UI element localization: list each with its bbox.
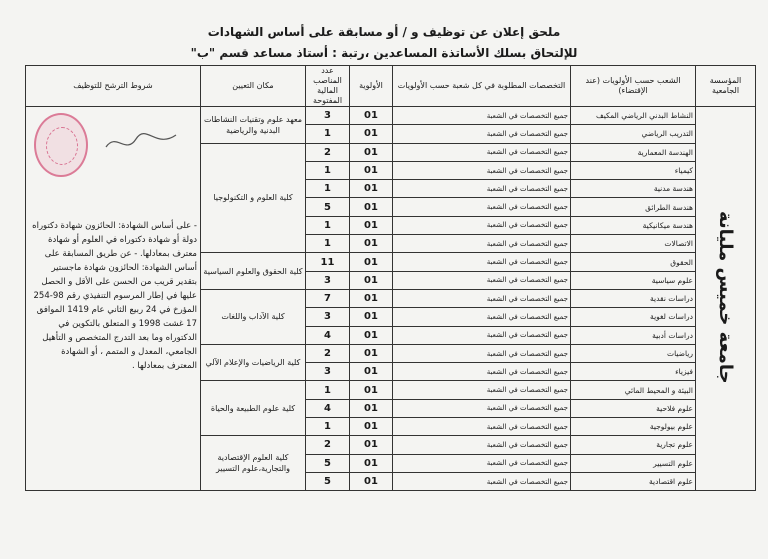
institution-name: جامعة خميس مليانة bbox=[715, 211, 736, 384]
place-cell: معهد علوم وتقنيات النشاطات البدنية والرياضية bbox=[201, 107, 306, 144]
header-specialty: التخصصات المطلوبة في كل شعبة حسب الأولويات bbox=[393, 66, 571, 107]
priority-cell: 01 bbox=[350, 436, 393, 454]
specialty-cell: جميع التخصصات في الشعبة bbox=[393, 125, 571, 143]
header-positions: عدد المناصب المالية المفتوحة bbox=[306, 66, 350, 107]
priority-cell: 01 bbox=[350, 235, 393, 253]
priority-cell: 01 bbox=[350, 216, 393, 234]
stamp-inner-ring bbox=[46, 127, 78, 165]
specialty-cell: جميع التخصصات في الشعبة bbox=[393, 363, 571, 381]
title-line-2: للإلتحاق بسلك الأساتذة المساعدين ،رتبة : أستاذ مساعد قسم "ب" bbox=[190, 46, 578, 60]
specialty-cell: جميع التخصصات في الشعبة bbox=[393, 454, 571, 472]
priority-cell: 01 bbox=[350, 381, 393, 399]
priority-cell: 01 bbox=[350, 143, 393, 161]
place-cell: كلية الآداب واللغات bbox=[201, 289, 306, 344]
positions-cell: 1 bbox=[306, 381, 350, 399]
branch-cell: الحقوق bbox=[571, 253, 696, 271]
positions-cell: 1 bbox=[306, 125, 350, 143]
branch-cell: علوم اقتصادية bbox=[571, 472, 696, 490]
positions-cell: 1 bbox=[306, 180, 350, 198]
positions-cell: 11 bbox=[306, 253, 350, 271]
conditions-cell bbox=[26, 107, 201, 491]
title-line-1: ملحق إعلان عن توظيف و / أو مسابقة على أساس الشهادات bbox=[207, 25, 561, 39]
positions-cell: 2 bbox=[306, 344, 350, 362]
priority-cell: 01 bbox=[350, 363, 393, 381]
priority-cell: 01 bbox=[350, 326, 393, 344]
specialty-cell: جميع التخصصات في الشعبة bbox=[393, 253, 571, 271]
positions-table bbox=[25, 65, 756, 491]
priority-cell: 01 bbox=[350, 344, 393, 362]
branch-cell: فيزياء bbox=[571, 363, 696, 381]
priority-cell: 01 bbox=[350, 399, 393, 417]
priority-cell: 01 bbox=[350, 271, 393, 289]
priority-cell: 01 bbox=[350, 454, 393, 472]
branch-cell: هندسة مدنية bbox=[571, 180, 696, 198]
priority-cell: 01 bbox=[350, 180, 393, 198]
header-branch: الشعب حسب الأولويات (عند الإقتضاء) bbox=[571, 66, 696, 107]
branch-cell: علوم بيولوجية bbox=[571, 418, 696, 436]
priority-cell: 01 bbox=[350, 472, 393, 490]
positions-cell: 3 bbox=[306, 308, 350, 326]
specialty-cell: جميع التخصصات في الشعبة bbox=[393, 289, 571, 307]
priority-cell: 01 bbox=[350, 253, 393, 271]
positions-cell: 5 bbox=[306, 472, 350, 490]
positions-cell: 3 bbox=[306, 363, 350, 381]
specialty-cell: جميع التخصصات في الشعبة bbox=[393, 216, 571, 234]
priority-cell: 01 bbox=[350, 308, 393, 326]
specialty-cell: جميع التخصصات في الشعبة bbox=[393, 326, 571, 344]
place-cell: كلية الحقوق والعلوم السياسية bbox=[201, 253, 306, 290]
branch-cell: التدريب الرياضي bbox=[571, 125, 696, 143]
positions-cell: 7 bbox=[306, 289, 350, 307]
specialty-cell: جميع التخصصات في الشعبة bbox=[393, 180, 571, 198]
specialty-cell: جميع التخصصات في الشعبة bbox=[393, 381, 571, 399]
place-cell: كلية العلوم و التكنولوجيا bbox=[201, 143, 306, 253]
branch-cell: علوم فلاحية bbox=[571, 399, 696, 417]
branch-cell: النشاط البدني الرياضي المكيف bbox=[571, 107, 696, 125]
positions-cell: 1 bbox=[306, 418, 350, 436]
branch-cell: علوم تجارية bbox=[571, 436, 696, 454]
positions-cell: 3 bbox=[306, 271, 350, 289]
specialty-cell: جميع التخصصات في الشعبة bbox=[393, 418, 571, 436]
conditions-text: - على أساس الشهادة: الحائزون شهادة دكتوراه دولة أو شهادة دكتوراه في العلوم أو شهادة معترف بمعادلها. - عن طريق المسابقة على أساس الشهادة: الحائزون شهادة ماجستير بتقدير قريب من الحسن على الأقل و الحصل عليها في إطار المرسوم التنفيذي رقم 98-254 المؤرخ في 24 ربيع الثاني عام 1419 الموافق 17 غشت 1998 و المتعلق بالتكوين في الدكتوراه وما بعد التدرج المتخصص و التأهيل الجامعي، المعدل و المتمم ، أو الشهادة المعترف بمعادلها . bbox=[32, 221, 197, 371]
branch-cell: هندسة الطرائق bbox=[571, 198, 696, 216]
specialty-cell: جميع التخصصات في الشعبة bbox=[393, 198, 571, 216]
priority-cell: 01 bbox=[350, 418, 393, 436]
positions-cell: 5 bbox=[306, 198, 350, 216]
table-row bbox=[26, 107, 756, 125]
header-priority: الأولوية bbox=[350, 66, 393, 107]
branch-cell: رياضيات bbox=[571, 344, 696, 362]
positions-cell: 2 bbox=[306, 143, 350, 161]
official-stamp bbox=[34, 113, 88, 177]
specialty-cell: جميع التخصصات في الشعبة bbox=[393, 143, 571, 161]
header-place: مكان التعيين bbox=[201, 66, 306, 107]
specialty-cell: جميع التخصصات في الشعبة bbox=[393, 161, 571, 179]
branch-cell: دراسات لغوية bbox=[571, 308, 696, 326]
signature-mark bbox=[101, 127, 181, 157]
specialty-cell: جميع التخصصات في الشعبة bbox=[393, 235, 571, 253]
positions-cell: 2 bbox=[306, 436, 350, 454]
priority-cell: 01 bbox=[350, 107, 393, 125]
priority-cell: 01 bbox=[350, 289, 393, 307]
place-cell: كلية الرياضيات والإعلام الآلي bbox=[201, 344, 306, 381]
specialty-cell: جميع التخصصات في الشعبة bbox=[393, 107, 571, 125]
header-conditions: شروط الترشح للتوظيف bbox=[26, 66, 201, 107]
place-cell: كلية علوم الطبيعة والحياة bbox=[201, 381, 306, 436]
branch-cell: الهندسة المعمارية bbox=[571, 143, 696, 161]
branch-cell: كيمياء bbox=[571, 161, 696, 179]
branch-cell: هندسة ميكانيكية bbox=[571, 216, 696, 234]
positions-cell: 1 bbox=[306, 161, 350, 179]
specialty-cell: جميع التخصصات في الشعبة bbox=[393, 436, 571, 454]
branch-cell: دراسات أدبية bbox=[571, 326, 696, 344]
header-row bbox=[26, 66, 756, 107]
institution-cell bbox=[696, 107, 756, 491]
branch-cell: علوم سياسية bbox=[571, 271, 696, 289]
positions-cell: 4 bbox=[306, 326, 350, 344]
branch-cell: البيئة و المحيط المائي bbox=[571, 381, 696, 399]
branch-cell: دراسات نقدية bbox=[571, 289, 696, 307]
specialty-cell: جميع التخصصات في الشعبة bbox=[393, 344, 571, 362]
specialty-cell: جميع التخصصات في الشعبة bbox=[393, 399, 571, 417]
priority-cell: 01 bbox=[350, 198, 393, 216]
branch-cell: علوم التسيير bbox=[571, 454, 696, 472]
place-cell: كلية العلوم الإقتصادية والتجارية،علوم التسيير bbox=[201, 436, 306, 491]
specialty-cell: جميع التخصصات في الشعبة bbox=[393, 472, 571, 490]
positions-cell: 5 bbox=[306, 454, 350, 472]
priority-cell: 01 bbox=[350, 161, 393, 179]
priority-cell: 01 bbox=[350, 125, 393, 143]
positions-cell: 1 bbox=[306, 216, 350, 234]
header-institution: المؤسسة الجامعية bbox=[696, 66, 756, 107]
specialty-cell: جميع التخصصات في الشعبة bbox=[393, 271, 571, 289]
specialty-cell: جميع التخصصات في الشعبة bbox=[393, 308, 571, 326]
positions-cell: 4 bbox=[306, 399, 350, 417]
positions-cell: 1 bbox=[306, 235, 350, 253]
positions-cell: 3 bbox=[306, 107, 350, 125]
branch-cell: الاتصالات bbox=[571, 235, 696, 253]
